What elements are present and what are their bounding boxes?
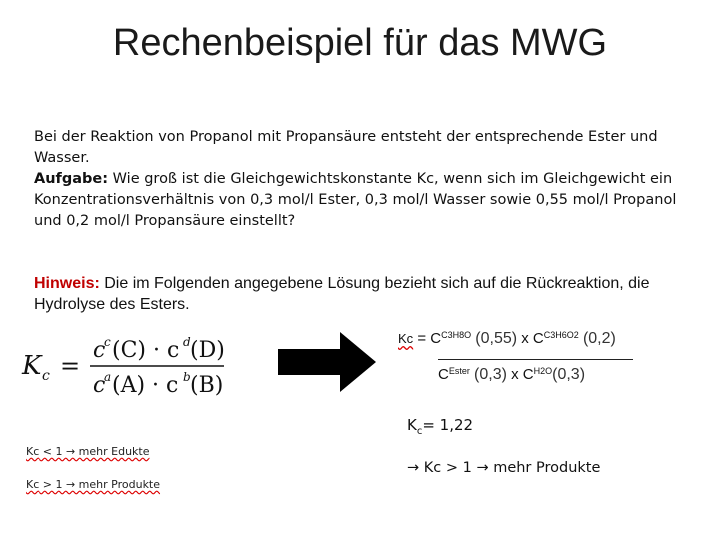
rule2-text: > 1 → mehr Produkte bbox=[39, 478, 161, 491]
result-kc: K bbox=[407, 416, 417, 434]
hint-text bbox=[34, 273, 694, 315]
formula-den-c: c bbox=[93, 373, 106, 398]
intro-text bbox=[34, 127, 684, 232]
hint-label: Hinweis: bbox=[34, 275, 100, 292]
calc-val-ester: (0,3) bbox=[474, 366, 507, 383]
result-value: = 1,22 bbox=[422, 416, 474, 434]
hint-body: Die im Folgenden angegebene Lösung bezieht sich auf die Rückreaktion, die Hydrolyse des Esters. bbox=[34, 275, 650, 313]
formula-num-sup-c: c bbox=[104, 335, 111, 349]
rule2-kc: Kc bbox=[26, 478, 40, 491]
calc-den-times: x C bbox=[506, 366, 534, 383]
calc-numerator bbox=[398, 330, 616, 348]
calc-val-water: (0,3) bbox=[552, 366, 586, 383]
calc-den-c: C bbox=[438, 366, 449, 383]
rule1-kc: Kc bbox=[26, 445, 40, 458]
slide-title: Rechenbeispiel für das MWG bbox=[112, 22, 608, 64]
formula-lhs: K bbox=[22, 351, 42, 381]
calc-sub-acid: C3H6O2 bbox=[543, 330, 579, 340]
formula-den-B: (B) bbox=[190, 373, 224, 398]
formula-num-D: (D) bbox=[190, 338, 225, 363]
calc-val-propanol: (0,55) bbox=[475, 330, 518, 347]
task-label: Aufgabe: bbox=[34, 171, 109, 187]
formula-den-sup-a: a bbox=[104, 370, 112, 384]
calc-fraction-bar bbox=[438, 359, 633, 360]
calc-val-acid: (0,2) bbox=[582, 330, 616, 347]
intro-line: Bei der Reaktion von Propanol mit Propansäure entsteht der entsprechende Ester und Wasser. bbox=[34, 129, 658, 166]
mwg-general-formula bbox=[18, 330, 228, 402]
calc-times: x C bbox=[517, 330, 544, 347]
calc-denominator bbox=[438, 366, 585, 384]
calc-sub-propanol: C3H8O bbox=[441, 330, 472, 340]
rule-less-than-one bbox=[26, 445, 150, 458]
formula-eq: = bbox=[60, 352, 81, 380]
formula-num-sup-d: d bbox=[183, 335, 191, 349]
calc-eq: = C bbox=[413, 330, 442, 347]
calc-kc-label: Kc bbox=[398, 331, 414, 346]
rule-greater-than-one bbox=[26, 478, 160, 491]
task-paragraph bbox=[34, 169, 684, 232]
rule1-text: < 1 → mehr Edukte bbox=[39, 445, 150, 458]
task-text: Wie groß ist die Gleichgewichtskonstante Kc, wenn sich im Gleichgewicht ein Konzentrationsverhältnis von 0,3 mol/l Ester, 0,3 mol/l Wasser sowie 0,55 mol/l Propanol und 0,2 mol/l Propansäure einstellt? bbox=[34, 171, 677, 229]
right-arrow-icon bbox=[278, 332, 378, 392]
formula-num-C: (C) · c bbox=[112, 338, 180, 363]
kc-result bbox=[407, 416, 473, 437]
formula-den-sup-b: b bbox=[183, 370, 191, 384]
formula-lhs-sub: c bbox=[42, 368, 50, 384]
kc-calculation bbox=[398, 325, 638, 393]
formula-den-A: (A) · c bbox=[112, 373, 179, 398]
formula-num-c: c bbox=[93, 338, 106, 363]
calc-sub-water: H2O bbox=[533, 366, 553, 376]
result-kc-sub: c bbox=[416, 426, 423, 437]
calc-sub-ester: Ester bbox=[448, 366, 470, 376]
conclusion: → Kc > 1 → mehr Produkte bbox=[407, 460, 601, 476]
